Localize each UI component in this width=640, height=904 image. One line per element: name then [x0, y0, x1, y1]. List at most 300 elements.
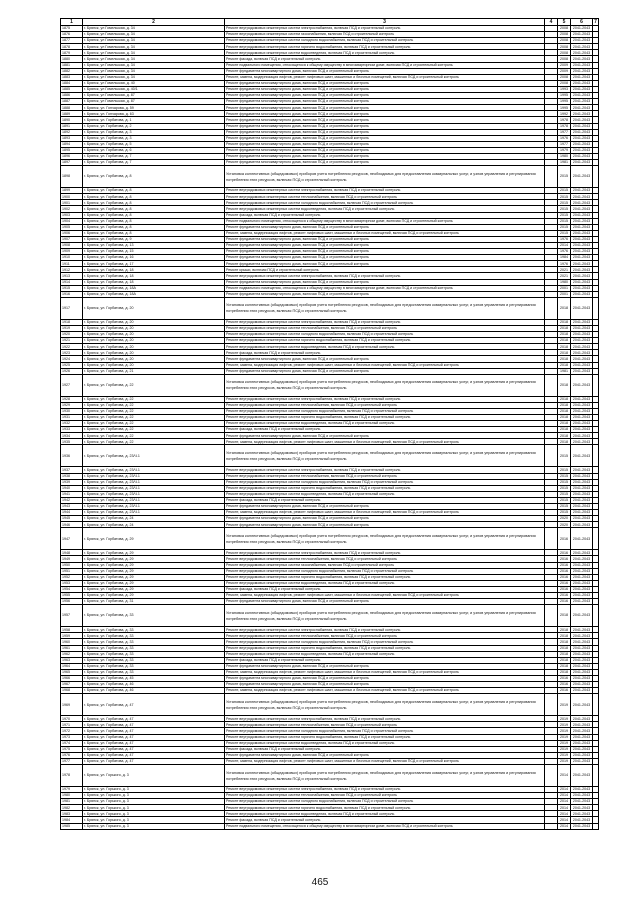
- work-type-cell: Ремонт фундамента многоквартирного дома, включая ПСД и строительный контроль: [225, 147, 545, 153]
- work-type-cell: Ремонт фасада, включая ПСД и строительный контроль: [225, 212, 545, 218]
- year-cell: 2009: [558, 68, 571, 74]
- period-cell: 2041-2043: [571, 657, 593, 663]
- work-type-cell: Ремонт фундамента многоквартирного дома, включая ПСД и строительный контроль: [225, 99, 545, 105]
- year-cell: 2019: [558, 734, 571, 740]
- period-cell: 2041-2043: [571, 68, 593, 74]
- address-cell: г. Брянск, ул. Горького, д. 3: [83, 765, 225, 787]
- period-cell: 2041-2043: [571, 86, 593, 92]
- year-cell: 2018: [558, 439, 571, 445]
- year-cell: 1977: [558, 141, 571, 147]
- address-cell: г. Брянск, ул. Горбатова, д. 47: [83, 716, 225, 722]
- period-cell: 2041-2043: [571, 433, 593, 439]
- address-cell: г. Брянск, ул Гомельская, д. 34: [83, 44, 225, 50]
- address-cell: г. Брянск, ул. Горбатова, д. 47: [83, 740, 225, 746]
- year-cell: 2018: [558, 663, 571, 669]
- address-cell: г. Брянск, ул. Горбатова, д. 20: [83, 344, 225, 350]
- work-type-cell: Ремонт внутридомовых инженерных систем водоотведения, включая ПСД и строительный контроль: [225, 206, 545, 212]
- work-type-cell: Установка коллективных (общедомовых) приборов учета потребления ресурсов, необходимых для предоставления коммунальных услуг, и узлов управления и регулирования потребления этих ресурсов, включая ПСД и строительный контроль: [225, 374, 545, 396]
- row-number: 1902: [61, 206, 83, 212]
- row-number: 1941: [61, 491, 83, 497]
- row-number: 1899: [61, 188, 83, 194]
- address-cell: г. Брянск, ул. Горбатова, д. 45: [83, 675, 225, 681]
- year-cell: 2019: [558, 758, 571, 764]
- row-number: 1930: [61, 408, 83, 414]
- period-cell: 2041-2043: [571, 414, 593, 420]
- year-cell: 2018: [558, 402, 571, 408]
- address-cell: г. Брянск, ул. Гончарова, д. 63: [83, 111, 225, 117]
- period-cell: 2041-2043: [571, 224, 593, 230]
- work-type-cell: Ремонт фундамента многоквартирного дома, включая ПСД и строительный контроль: [225, 675, 545, 681]
- row-number: 1962: [61, 651, 83, 657]
- work-type-cell: Ремонт внутридомовых инженерных систем холодного водоснабжения, включая ПСД и строительный контроль: [225, 568, 545, 574]
- period-cell: 2041-2043: [571, 593, 593, 599]
- address-cell: г. Брянск, ул Гомельская, д. 40/1: [83, 86, 225, 92]
- work-type-cell: Ремонт фундамента многоквартирного дома, включая ПСД и строительный контроль: [225, 117, 545, 123]
- period-cell: 2041-2043: [571, 568, 593, 574]
- work-type-cell: Ремонт внутридомовых инженерных систем горячего водоснабжения, включая ПСД и строительный контроль: [225, 485, 545, 491]
- row-number: 1957: [61, 605, 83, 627]
- period-cell: 2041-2043: [571, 117, 593, 123]
- address-cell: г. Брянск, ул. Горбатова, д. 47: [83, 728, 225, 734]
- header-cell: 3: [225, 19, 545, 26]
- year-cell: 1981: [558, 368, 571, 374]
- year-cell: 2015: [558, 224, 571, 230]
- row-number: 1883: [61, 74, 83, 80]
- work-type-cell: Ремонт фасада, включая ПСД и строительный контроль: [225, 497, 545, 503]
- row-number: 1972: [61, 728, 83, 734]
- year-cell: 2018: [558, 344, 571, 350]
- address-cell: г. Брянск, ул. Горбатова, д. 29: [83, 574, 225, 580]
- header-cell: 2: [83, 19, 225, 26]
- empty-cell: [545, 823, 558, 829]
- year-cell: 1976: [558, 236, 571, 242]
- address-cell: г. Брянск, ул. Горького, д. 3: [83, 799, 225, 805]
- work-type-cell: Ремонт фундамента многоквартирного дома, включая ПСД и строительный контроль: [225, 153, 545, 159]
- year-cell: 1976: [558, 261, 571, 267]
- year-cell: 2008: [558, 26, 571, 32]
- year-cell: 2015: [558, 479, 571, 485]
- row-number: 1885: [61, 86, 83, 92]
- address-cell: г. Брянск, ул. Горбатова, д. 20: [83, 332, 225, 338]
- year-cell: 2015: [558, 497, 571, 503]
- row-number: 1905: [61, 224, 83, 230]
- period-cell: 2041-2043: [571, 135, 593, 141]
- work-type-cell: Ремонт фундамента многоквартирного дома, включая ПСД и строительный контроль: [225, 123, 545, 129]
- work-type-cell: Ремонт внутридомовых инженерных систем электроснабжения, включая ПСД и строительный контроль: [225, 319, 545, 325]
- address-cell: г. Брянск, ул. Горбатова, д. 8: [83, 212, 225, 218]
- note-cell: [593, 694, 599, 716]
- address-cell: г. Брянск, ул. Горбатова, д. 46: [83, 682, 225, 688]
- year-cell: 2014: [558, 765, 571, 787]
- period-cell: 2041-2043: [571, 639, 593, 645]
- row-number: 1961: [61, 645, 83, 651]
- period-cell: 2041-2043: [571, 574, 593, 580]
- row-number: 1909: [61, 249, 83, 255]
- row-number: 1965: [61, 669, 83, 675]
- table-row: [61, 694, 599, 716]
- address-cell: г. Брянск, ул Гомельская, д. 87: [83, 99, 225, 105]
- work-type-cell: Ремонт фундамента многоквартирного дома, включая ПСД и строительный контроль: [225, 93, 545, 99]
- year-cell: 1976: [558, 249, 571, 255]
- period-cell: 2041-2043: [571, 26, 593, 32]
- period-cell: 2041-2043: [571, 627, 593, 633]
- work-type-cell: Ремонт внутридомовых инженерных систем горячего водоснабжения, включая ПСД и строительный контроль: [225, 44, 545, 50]
- year-cell: 2015: [558, 445, 571, 467]
- table-header-row: [61, 19, 599, 26]
- year-cell: 2020: [558, 522, 571, 528]
- row-number: 1951: [61, 568, 83, 574]
- row-number: 1906: [61, 230, 83, 236]
- year-cell: 1980: [558, 279, 571, 285]
- work-type-cell: Ремонт фасада, включая ПСД и строительный контроль: [225, 350, 545, 356]
- row-number: 1912: [61, 267, 83, 273]
- period-cell: 2041-2043: [571, 396, 593, 402]
- address-cell: г. Брянск, ул. Горбатова, д. 33: [83, 633, 225, 639]
- year-cell: 2014: [558, 823, 571, 829]
- work-type-cell: Установка коллективных (общедомовых) приборов учета потребления ресурсов, необходимых для предоставления коммунальных услуг, и узлов управления и регулирования потребления этих ресурсов, включая ПСД и строительный контроль: [225, 445, 545, 467]
- row-number: 1918: [61, 319, 83, 325]
- work-type-cell: Ремонт внутридомовых инженерных систем холодного водоснабжения, включая ПСД и строительный контроль: [225, 200, 545, 206]
- period-cell: 2041-2043: [571, 675, 593, 681]
- year-cell: 2018: [558, 350, 571, 356]
- address-cell: г. Брянск, ул. Горбатова, д. 31: [83, 599, 225, 605]
- row-number: 1894: [61, 141, 83, 147]
- year-cell: 2018: [558, 414, 571, 420]
- address-cell: г. Брянск, ул. Горбатова, д. 29: [83, 528, 225, 550]
- period-cell: 2041-2043: [571, 550, 593, 556]
- address-cell: г. Брянск, ул. Горбатова, д. 33: [83, 627, 225, 633]
- period-cell: 2041-2043: [571, 147, 593, 153]
- period-cell: 2041-2043: [571, 285, 593, 291]
- table-row: [61, 605, 599, 627]
- row-number: 1880: [61, 56, 83, 62]
- period-cell: 2041-2043: [571, 734, 593, 740]
- period-cell: 2041-2043: [571, 279, 593, 285]
- work-type-cell: Ремонт внутридомовых инженерных систем электроснабжения, включая ПСД и строительный контроль: [225, 467, 545, 473]
- address-cell: г. Брянск, ул. Горького, д. 3: [83, 793, 225, 799]
- work-type-cell: Ремонт, замена, модернизация лифтов, ремонт лифтовых шахт, машинных и блочных помещений, включая ПСД и строительный контроль: [225, 74, 545, 80]
- row-number: 1939: [61, 479, 83, 485]
- address-cell: г. Брянск, ул. Горбатова, д. 22: [83, 408, 225, 414]
- address-cell: г. Брянск, ул. Горбатова, д. 15: [83, 249, 225, 255]
- period-cell: 2041-2043: [571, 479, 593, 485]
- period-cell: 2041-2043: [571, 740, 593, 746]
- address-cell: г. Брянск, ул. Горбатова, д. 17: [83, 261, 225, 267]
- address-cell: г. Брянск, ул. Горбатова, д. 3: [83, 135, 225, 141]
- period-cell: 2041-2043: [571, 188, 593, 194]
- note-cell: [593, 297, 599, 319]
- address-cell: г. Брянск, ул. Горбатова, д. 18: [83, 267, 225, 273]
- work-type-cell: Ремонт фундамента многоквартирного дома, включая ПСД и строительный контроль: [225, 663, 545, 669]
- period-cell: 2041-2043: [571, 716, 593, 722]
- period-cell: 2041-2043: [571, 688, 593, 694]
- row-number: 1946: [61, 522, 83, 528]
- work-type-cell: Ремонт фундамента многоквартирного дома, включая ПСД и строительный контроль: [225, 160, 545, 166]
- work-type-cell: Ремонт внутридомовых инженерных систем горячего водоснабжения, включая ПСД и строительный контроль: [225, 338, 545, 344]
- period-cell: 2041-2043: [571, 793, 593, 799]
- row-number: 1968: [61, 688, 83, 694]
- address-cell: г. Брянск, ул. Горбатова, д. 8: [83, 218, 225, 224]
- row-number: 1900: [61, 194, 83, 200]
- work-type-cell: Ремонт фундамента многоквартирного дома, включая ПСД и строительный контроль: [225, 86, 545, 92]
- row-number: 1924: [61, 356, 83, 362]
- year-cell: 2018: [558, 633, 571, 639]
- period-cell: 2041-2043: [571, 522, 593, 528]
- period-cell: 2041-2043: [571, 362, 593, 368]
- work-type-cell: Ремонт фундамента многоквартирного дома, включая ПСД и строительный контроль: [225, 682, 545, 688]
- row-number: 1973: [61, 734, 83, 740]
- work-type-cell: Ремонт внутридомовых инженерных систем водоотведения, включая ПСД и строительный контроль: [225, 50, 545, 56]
- work-type-cell: Ремонт фундамента многоквартирного дома, включая ПСД и строительный контроль: [225, 243, 545, 249]
- work-type-cell: Ремонт внутридомовых инженерных систем холодного водоснабжения, включая ПСД и строительный контроль: [225, 728, 545, 734]
- empty-cell: [545, 166, 558, 188]
- address-cell: г. Брянск, ул. Горбатова, д. 23/Ч.1: [83, 485, 225, 491]
- work-type-cell: Ремонт фундамента многоквартирного дома, включая ПСД и строительный контроль: [225, 141, 545, 147]
- work-type-cell: Ремонт крыши, включая ПСД и строительный контроль: [225, 267, 545, 273]
- table-row: [61, 528, 599, 550]
- work-type-cell: Ремонт внутридомовых инженерных систем электроснабжения, включая ПСД и строительный контроль: [225, 627, 545, 633]
- row-number: 1926: [61, 368, 83, 374]
- address-cell: г. Брянск, ул. Горбатова, д. 23/Ч.1: [83, 479, 225, 485]
- row-number: 1932: [61, 421, 83, 427]
- year-cell: 2015: [558, 230, 571, 236]
- period-cell: 2041-2043: [571, 633, 593, 639]
- period-cell: 2041-2043: [571, 728, 593, 734]
- period-cell: 2041-2043: [571, 823, 593, 829]
- period-cell: 2041-2043: [571, 421, 593, 427]
- period-cell: 2041-2043: [571, 111, 593, 117]
- address-cell: г. Брянск, ул. Горького, д. 3: [83, 811, 225, 817]
- address-cell: г. Брянск, ул. Горького, д. 3: [83, 805, 225, 811]
- address-cell: г. Брянск, ул. Горбатова, д. 23/Ч.1: [83, 467, 225, 473]
- year-cell: 2008: [558, 44, 571, 50]
- row-number: 1959: [61, 633, 83, 639]
- year-cell: 2014: [558, 817, 571, 823]
- row-number: 1970: [61, 716, 83, 722]
- work-type-cell: Ремонт внутридомовых инженерных систем теплоснабжения, включая ПСД и строительный контроль: [225, 793, 545, 799]
- work-type-cell: Ремонт внутридомовых инженерных систем холодного водоснабжения, включая ПСД и строительный контроль: [225, 408, 545, 414]
- period-cell: 2041-2043: [571, 599, 593, 605]
- period-cell: 2041-2043: [571, 556, 593, 562]
- year-cell: 2018: [558, 332, 571, 338]
- address-cell: г. Брянск, ул Гомельская, д. 87: [83, 93, 225, 99]
- work-type-cell: Установка коллективных (общедомовых) приборов учета потребления ресурсов, необходимых для предоставления коммунальных услуг, и узлов управления и регулирования потребления этих ресурсов, включая ПСД и строительный контроль: [225, 694, 545, 716]
- period-cell: 2041-2043: [571, 356, 593, 362]
- work-type-cell: Ремонт фундамента многоквартирного дома, включая ПСД и строительный контроль: [225, 522, 545, 528]
- empty-cell: [545, 694, 558, 716]
- row-number: 1887: [61, 99, 83, 105]
- work-type-cell: Ремонт подвального помещения, относящегося к общему имуществу в многоквартирном доме, включая ПСД и строительный контроль: [225, 62, 545, 68]
- year-cell: 2014: [558, 793, 571, 799]
- work-type-cell: Ремонт внутридомовых инженерных систем водоотведения, включая ПСД и строительный контроль: [225, 421, 545, 427]
- work-type-cell: Ремонт внутридомовых инженерных систем теплоснабжения, включая ПСД и строительный контроль: [225, 633, 545, 639]
- period-cell: 2041-2043: [571, 38, 593, 44]
- year-cell: 2018: [558, 325, 571, 331]
- period-cell: 2041-2043: [571, 160, 593, 166]
- work-type-cell: Ремонт фундамента многоквартирного дома, включая ПСД и строительный контроль: [225, 356, 545, 362]
- period-cell: 2041-2043: [571, 325, 593, 331]
- row-number: 1984: [61, 817, 83, 823]
- address-cell: г. Брянск, ул. Горбатова, д. 22: [83, 421, 225, 427]
- address-cell: г. Брянск, ул Гомельская, д. 34: [83, 32, 225, 38]
- row-number: 1975: [61, 746, 83, 752]
- year-cell: 1995: [558, 105, 571, 111]
- period-cell: 2041-2043: [571, 74, 593, 80]
- period-cell: 2041-2043: [571, 605, 593, 627]
- work-type-cell: Ремонт внутридомовых инженерных систем теплоснабжения, включая ПСД и строительный контроль: [225, 402, 545, 408]
- address-cell: г. Брянск, ул. Горбатова, д. 3: [83, 129, 225, 135]
- address-cell: г. Брянск, ул. Горбатова, д. 22: [83, 396, 225, 402]
- work-type-cell: Установка коллективных (общедомовых) приборов учета потребления ресурсов, необходимых для предоставления коммунальных услуг, и узлов управления и регулирования потребления этих ресурсов, включая ПСД и строительный контроль: [225, 528, 545, 550]
- period-cell: 2041-2043: [571, 218, 593, 224]
- address-cell: г. Брянск, ул. Горбатова, д. 21: [83, 368, 225, 374]
- address-cell: г. Брянск, ул. Горбатова, д. 16: [83, 255, 225, 261]
- work-type-cell: Установка коллективных (общедомовых) приборов учета потребления ресурсов, необходимых для предоставления коммунальных услуг, и узлов управления и регулирования потребления этих ресурсов, включая ПСД и строительный контроль: [225, 297, 545, 319]
- period-cell: 2041-2043: [571, 267, 593, 273]
- period-cell: 2041-2043: [571, 62, 593, 68]
- work-type-cell: Ремонт внутридомовых инженерных систем водоотведения, включая ПСД и строительный контроль: [225, 740, 545, 746]
- address-cell: г. Брянск, ул. Горбатова, д. 7: [83, 160, 225, 166]
- period-cell: 2041-2043: [571, 491, 593, 497]
- row-number: 1936: [61, 445, 83, 467]
- address-cell: г. Брянск, ул. Горького, д. 3: [83, 817, 225, 823]
- work-type-cell: Ремонт внутридомовых инженерных систем электроснабжения, включая ПСД и строительный контроль: [225, 550, 545, 556]
- work-type-cell: Ремонт внутридомовых инженерных систем теплоснабжения, включая ПСД и строительный контроль: [225, 473, 545, 479]
- year-cell: 2014: [558, 799, 571, 805]
- address-cell: г. Брянск, ул Гомельская, д. 34: [83, 26, 225, 32]
- row-number: 1907: [61, 236, 83, 242]
- period-cell: 2041-2043: [571, 153, 593, 159]
- year-cell: 2016: [558, 586, 571, 592]
- year-cell: 2016: [558, 682, 571, 688]
- address-cell: г. Брянск, ул. Горбатова, д. 22: [83, 427, 225, 433]
- address-cell: г. Брянск, ул. Горбатова, д. 23/Ч.1: [83, 445, 225, 467]
- work-type-cell: Ремонт фасада, включая ПСД и строительный контроль: [225, 427, 545, 433]
- address-cell: г. Брянск, ул. Горбатова, д. 29: [83, 586, 225, 592]
- period-cell: 2041-2043: [571, 243, 593, 249]
- row-number: 1944: [61, 510, 83, 516]
- period-cell: 2041-2043: [571, 799, 593, 805]
- work-type-cell: Ремонт внутридомовых инженерных систем теплоснабжения, включая ПСД и строительный контроль: [225, 556, 545, 562]
- period-cell: 2041-2043: [571, 236, 593, 242]
- row-number: 1884: [61, 80, 83, 86]
- row-number: 1955: [61, 593, 83, 599]
- period-cell: 2041-2043: [571, 516, 593, 522]
- address-cell: г. Брянск, ул. Горбатова, д. 8: [83, 200, 225, 206]
- work-type-cell: Установка коллективных (общедомовых) приборов учета потребления ресурсов, необходимых для предоставления коммунальных услуг, и узлов управления и регулирования потребления этих ресурсов, включая ПСД и строительный контроль: [225, 605, 545, 627]
- work-type-cell: Ремонт, замена, модернизация лифтов, ремонт лифтовых шахт, машинных и блочных помещений, включая ПСД и строительный контроль: [225, 510, 545, 516]
- address-cell: г. Брянск, ул. Горбатова, д. 18А: [83, 285, 225, 291]
- year-cell: 2018: [558, 627, 571, 633]
- table-row: [61, 765, 599, 787]
- work-type-cell: Ремонт внутридомовых инженерных систем электроснабжения, включая ПСД и строительный контроль: [225, 188, 545, 194]
- period-cell: 2041-2043: [571, 80, 593, 86]
- row-number: 1890: [61, 117, 83, 123]
- row-number: 1895: [61, 147, 83, 153]
- year-cell: 2019: [558, 740, 571, 746]
- period-cell: 2041-2043: [571, 141, 593, 147]
- year-cell: 2018: [558, 297, 571, 319]
- period-cell: 2041-2043: [571, 166, 593, 188]
- header-cell: 7: [594, 18, 597, 25]
- period-cell: 2041-2043: [571, 261, 593, 267]
- row-number: 1886: [61, 93, 83, 99]
- row-number: 1904: [61, 218, 83, 224]
- row-number: 1940: [61, 485, 83, 491]
- work-type-cell: Ремонт фасада, включая ПСД и строительный контроль: [225, 586, 545, 592]
- work-type-cell: Ремонт фундамента многоквартирного дома, включая ПСД и строительный контроль: [225, 255, 545, 261]
- period-cell: 2041-2043: [571, 528, 593, 550]
- year-cell: 2015: [558, 200, 571, 206]
- work-type-cell: Ремонт внутридомовых инженерных систем электроснабжения, включая ПСД и строительный контроль: [225, 716, 545, 722]
- year-cell: 2016: [558, 528, 571, 550]
- row-number: 1903: [61, 212, 83, 218]
- period-cell: 2041-2043: [571, 212, 593, 218]
- address-cell: г. Брянск, ул. Горбатова, д. 29: [83, 580, 225, 586]
- year-cell: 2015: [558, 166, 571, 188]
- period-cell: 2041-2043: [571, 669, 593, 675]
- year-cell: 2016: [558, 556, 571, 562]
- year-cell: 2019: [558, 746, 571, 752]
- period-cell: 2041-2043: [571, 291, 593, 297]
- row-number: 1983: [61, 811, 83, 817]
- row-number: 1981: [61, 799, 83, 805]
- address-cell: г. Брянск, ул. Горбатова, д. 20: [83, 362, 225, 368]
- empty-cell: [545, 297, 558, 319]
- address-cell: г. Брянск, ул. Горбатова, д. 23/Ч.1: [83, 510, 225, 516]
- address-cell: г. Брянск, ул. Горбатова, д. 23/Ч.1: [83, 491, 225, 497]
- address-cell: г. Брянск, ул Гомельская, д. 40: [83, 80, 225, 86]
- year-cell: 2008: [558, 32, 571, 38]
- row-number: 1916: [61, 291, 83, 297]
- row-number: 1913: [61, 273, 83, 279]
- period-cell: 2041-2043: [571, 332, 593, 338]
- period-cell: 2041-2043: [571, 338, 593, 344]
- work-type-cell: Ремонт внутридомовых инженерных систем электроснабжения, включая ПСД и строительный контроль: [225, 26, 545, 32]
- period-cell: 2041-2043: [571, 682, 593, 688]
- row-number: 1976: [61, 752, 83, 758]
- row-number: 1921: [61, 338, 83, 344]
- work-type-cell: Ремонт внутридомовых инженерных систем водоотведения, включая ПСД и строительный контроль: [225, 344, 545, 350]
- row-number: 1953: [61, 580, 83, 586]
- year-cell: 2018: [558, 338, 571, 344]
- note-cell: [593, 765, 599, 787]
- row-number: 1963: [61, 657, 83, 663]
- row-number: 1938: [61, 473, 83, 479]
- year-cell: 2008: [558, 56, 571, 62]
- row-number: 1910: [61, 255, 83, 261]
- address-cell: г. Брянск, ул. Горбатова, д. 6: [83, 147, 225, 153]
- year-cell: 2019: [558, 722, 571, 728]
- year-cell: 2015: [558, 212, 571, 218]
- address-cell: г. Брянск, ул. Горбатова, д. 33: [83, 639, 225, 645]
- year-cell: 2016: [558, 675, 571, 681]
- work-type-cell: Ремонт внутридомовых инженерных систем теплоснабжения, включая ПСД и строительный контроль: [225, 194, 545, 200]
- row-number: 1978: [61, 765, 83, 787]
- row-number: 1923: [61, 350, 83, 356]
- address-cell: г. Брянск, ул. Горького, д. 3: [83, 823, 225, 829]
- address-cell: г. Брянск, ул. Горбатова, д. 23/Ч.1: [83, 473, 225, 479]
- address-cell: г. Брянск, ул. Горбатова, д. 8: [83, 230, 225, 236]
- work-type-cell: Ремонт фундамента многоквартирного дома, включая ПСД и строительный контроль: [225, 68, 545, 74]
- address-cell: г. Брянск, ул. Горбатова, д. 20: [83, 356, 225, 362]
- work-type-cell: Ремонт внутридомовых инженерных систем теплоснабжения, включая ПСД и строительный контроль: [225, 325, 545, 331]
- address-cell: г. Брянск, ул. Горбатова, д. 20: [83, 297, 225, 319]
- work-type-cell: Ремонт, замена, модернизация лифтов, ремонт лифтовых шахт, машинных и блочных помещений, включая ПСД и строительный контроль: [225, 593, 545, 599]
- address-cell: г. Брянск, ул. Горбатова, д. 18: [83, 279, 225, 285]
- row-number: 1947: [61, 528, 83, 550]
- address-cell: г. Брянск, ул. Гончарова, д. 59: [83, 105, 225, 111]
